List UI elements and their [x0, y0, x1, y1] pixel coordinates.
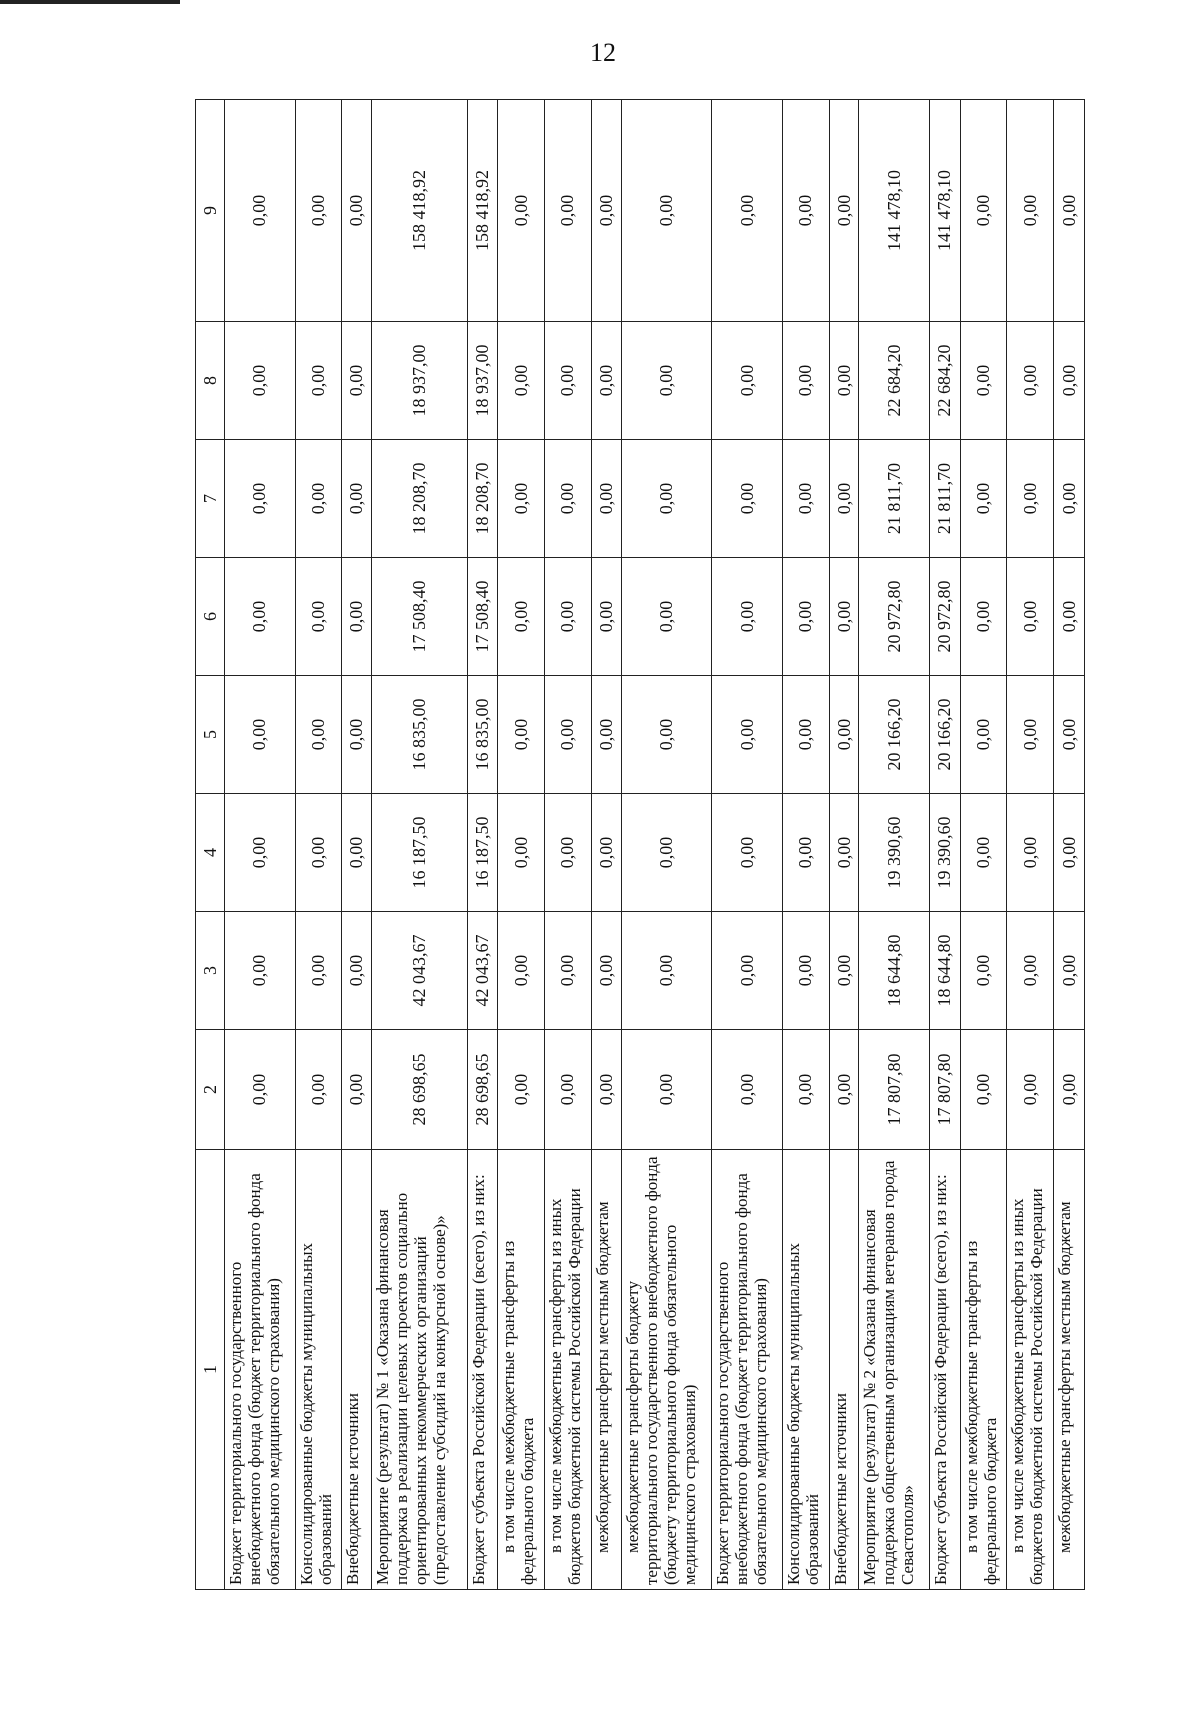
value-cell: 0,00	[622, 1030, 712, 1150]
table-row	[545, 100, 592, 1590]
rotated-table-container	[195, 100, 1085, 1590]
table-row	[1007, 100, 1054, 1590]
value-cell: 0,00	[498, 676, 545, 794]
row-label: в том числе межбюджетные трансферты из иных бюджетов бюджетной системы Российской Федерации	[545, 1150, 592, 1590]
value-cell: 22 684,20	[859, 322, 930, 440]
column-number: 9	[196, 100, 225, 322]
table-body	[225, 100, 1085, 1590]
value-cell: 0,00	[342, 558, 372, 676]
value-cell: 18 208,70	[371, 440, 467, 558]
value-cell: 16 187,50	[467, 794, 498, 912]
value-cell: 0,00	[829, 676, 859, 794]
value-cell: 17 807,80	[929, 1030, 960, 1150]
value-cell: 0,00	[960, 100, 1007, 322]
value-cell: 0,00	[712, 440, 783, 558]
value-cell: 0,00	[1007, 912, 1054, 1030]
value-cell: 0,00	[545, 100, 592, 322]
value-cell: 0,00	[1007, 1030, 1054, 1150]
value-cell: 0,00	[591, 1030, 622, 1150]
value-cell: 0,00	[783, 322, 830, 440]
value-cell: 0,00	[1054, 440, 1085, 558]
value-cell: 16 835,00	[467, 676, 498, 794]
value-cell: 0,00	[622, 100, 712, 322]
value-cell: 18 937,00	[371, 322, 467, 440]
value-cell: 21 811,70	[859, 440, 930, 558]
value-cell: 0,00	[295, 912, 342, 1030]
value-cell: 0,00	[591, 558, 622, 676]
value-cell: 18 208,70	[467, 440, 498, 558]
row-label: Мероприятие (результат) № 2 «Оказана финансовая поддержка общественным организациям ветеранов города Севастополя»	[859, 1150, 930, 1590]
value-cell: 0,00	[960, 912, 1007, 1030]
value-cell: 0,00	[829, 322, 859, 440]
value-cell: 0,00	[295, 100, 342, 322]
table-row	[371, 100, 467, 1590]
row-label: Бюджет территориального государственного внебюджетного фонда (бюджет территориального фонда обязательного медицинского страхования)	[225, 1150, 296, 1590]
value-cell: 17 807,80	[859, 1030, 930, 1150]
value-cell: 16 187,50	[371, 794, 467, 912]
value-cell: 0,00	[622, 558, 712, 676]
value-cell: 0,00	[783, 558, 830, 676]
value-cell: 0,00	[342, 440, 372, 558]
column-number-row	[196, 100, 225, 1590]
value-cell: 0,00	[783, 912, 830, 1030]
value-cell: 0,00	[1054, 676, 1085, 794]
value-cell: 0,00	[295, 322, 342, 440]
value-cell: 0,00	[829, 440, 859, 558]
value-cell: 0,00	[591, 676, 622, 794]
value-cell: 0,00	[342, 322, 372, 440]
value-cell: 0,00	[545, 322, 592, 440]
value-cell: 0,00	[545, 1030, 592, 1150]
value-cell: 0,00	[498, 1030, 545, 1150]
row-label: в том числе межбюджетные трансферты из федерального бюджета	[498, 1150, 545, 1590]
value-cell: 0,00	[225, 558, 296, 676]
value-cell: 0,00	[1007, 558, 1054, 676]
value-cell: 0,00	[783, 794, 830, 912]
value-cell: 0,00	[342, 1030, 372, 1150]
value-cell: 0,00	[591, 912, 622, 1030]
row-label: межбюджетные трансферты местным бюджетам	[1054, 1150, 1085, 1590]
value-cell: 0,00	[622, 912, 712, 1030]
value-cell: 0,00	[1007, 322, 1054, 440]
value-cell: 22 684,20	[929, 322, 960, 440]
value-cell: 0,00	[783, 440, 830, 558]
value-cell: 0,00	[960, 676, 1007, 794]
scan-edge-mark	[0, 0, 180, 4]
value-cell: 0,00	[622, 676, 712, 794]
table-row	[859, 100, 930, 1590]
value-cell: 0,00	[225, 440, 296, 558]
value-cell: 0,00	[225, 794, 296, 912]
value-cell: 21 811,70	[929, 440, 960, 558]
value-cell: 0,00	[712, 912, 783, 1030]
value-cell: 158 418,92	[467, 100, 498, 322]
value-cell: 0,00	[342, 912, 372, 1030]
column-number: 7	[196, 440, 225, 558]
value-cell: 0,00	[295, 676, 342, 794]
column-number: 3	[196, 912, 225, 1030]
value-cell: 0,00	[498, 794, 545, 912]
value-cell: 0,00	[960, 794, 1007, 912]
value-cell: 0,00	[498, 912, 545, 1030]
value-cell: 0,00	[545, 794, 592, 912]
value-cell: 0,00	[829, 794, 859, 912]
value-cell: 0,00	[498, 558, 545, 676]
value-cell: 0,00	[829, 100, 859, 322]
value-cell: 0,00	[591, 794, 622, 912]
value-cell: 20 166,20	[929, 676, 960, 794]
table-row	[591, 100, 622, 1590]
row-label: в том числе межбюджетные трансферты из федерального бюджета	[960, 1150, 1007, 1590]
column-number: 8	[196, 322, 225, 440]
table-row	[622, 100, 712, 1590]
value-cell: 0,00	[712, 676, 783, 794]
value-cell: 0,00	[712, 794, 783, 912]
value-cell: 0,00	[829, 1030, 859, 1150]
table-row	[712, 100, 783, 1590]
table-row	[498, 100, 545, 1590]
value-cell: 0,00	[591, 100, 622, 322]
value-cell: 0,00	[498, 440, 545, 558]
value-cell: 42 043,67	[467, 912, 498, 1030]
table-row	[225, 100, 296, 1590]
value-cell: 0,00	[712, 100, 783, 322]
value-cell: 28 698,65	[467, 1030, 498, 1150]
value-cell: 0,00	[295, 558, 342, 676]
column-number: 4	[196, 794, 225, 912]
table-row	[295, 100, 342, 1590]
value-cell: 0,00	[295, 1030, 342, 1150]
budget-table	[195, 99, 1085, 1590]
value-cell: 0,00	[783, 1030, 830, 1150]
value-cell: 0,00	[712, 1030, 783, 1150]
value-cell: 18 644,80	[929, 912, 960, 1030]
row-label: Консолидированные бюджеты муниципальных образований	[783, 1150, 830, 1590]
row-label: межбюджетные трансферты местным бюджетам	[591, 1150, 622, 1590]
row-label: Внебюджетные источники	[829, 1150, 859, 1590]
value-cell: 0,00	[960, 1030, 1007, 1150]
value-cell: 20 972,80	[929, 558, 960, 676]
value-cell: 0,00	[1054, 1030, 1085, 1150]
value-cell: 16 835,00	[371, 676, 467, 794]
table-row	[783, 100, 830, 1590]
column-number: 2	[196, 1030, 225, 1150]
value-cell: 0,00	[622, 322, 712, 440]
table-row	[960, 100, 1007, 1590]
value-cell: 0,00	[1007, 440, 1054, 558]
value-cell: 0,00	[783, 100, 830, 322]
value-cell: 0,00	[622, 794, 712, 912]
column-number: 1	[196, 1150, 225, 1590]
value-cell: 0,00	[960, 558, 1007, 676]
table-row	[929, 100, 960, 1590]
value-cell: 0,00	[1007, 794, 1054, 912]
value-cell: 0,00	[1054, 794, 1085, 912]
value-cell: 18 644,80	[859, 912, 930, 1030]
row-label: межбюджетные трансферты бюджету территориального государственного внебюджетного фонда (бюджету территориального фонда обязательного медицинского страхования)	[622, 1150, 712, 1590]
value-cell: 0,00	[1054, 912, 1085, 1030]
row-label: Мероприятие (результат) № 1 «Оказана финансовая поддержка в реализации целевых проектов социально ориентированных некоммерческих организаций (предоставление субсидий на конкурсной основе)»	[371, 1150, 467, 1590]
value-cell: 0,00	[712, 322, 783, 440]
value-cell: 141 478,10	[859, 100, 930, 322]
value-cell: 0,00	[295, 794, 342, 912]
value-cell: 0,00	[1054, 322, 1085, 440]
table-row	[467, 100, 498, 1590]
value-cell: 0,00	[545, 558, 592, 676]
value-cell: 158 418,92	[371, 100, 467, 322]
value-cell: 0,00	[622, 440, 712, 558]
value-cell: 0,00	[1054, 100, 1085, 322]
value-cell: 0,00	[960, 440, 1007, 558]
value-cell: 0,00	[591, 440, 622, 558]
value-cell: 0,00	[1007, 676, 1054, 794]
value-cell: 0,00	[225, 912, 296, 1030]
row-label: Бюджет субъекта Российской Федерации (всего), из них:	[467, 1150, 498, 1590]
table-row	[342, 100, 372, 1590]
value-cell: 17 508,40	[467, 558, 498, 676]
value-cell: 0,00	[545, 912, 592, 1030]
value-cell: 19 390,60	[859, 794, 930, 912]
value-cell: 0,00	[783, 676, 830, 794]
value-cell: 0,00	[1007, 100, 1054, 322]
value-cell: 0,00	[498, 322, 545, 440]
value-cell: 141 478,10	[929, 100, 960, 322]
value-cell: 0,00	[712, 558, 783, 676]
value-cell: 17 508,40	[371, 558, 467, 676]
table-row	[1054, 100, 1085, 1590]
row-label: Бюджет территориального государственного внебюджетного фонда (бюджет территориального фонда обязательного медицинского страхования)	[712, 1150, 783, 1590]
value-cell: 42 043,67	[371, 912, 467, 1030]
value-cell: 0,00	[225, 322, 296, 440]
value-cell: 0,00	[342, 794, 372, 912]
value-cell: 20 166,20	[859, 676, 930, 794]
value-cell: 0,00	[545, 676, 592, 794]
page-number: 12	[590, 38, 616, 67]
value-cell: 0,00	[498, 100, 545, 322]
column-number: 5	[196, 676, 225, 794]
value-cell: 0,00	[545, 440, 592, 558]
value-cell: 0,00	[829, 912, 859, 1030]
value-cell: 0,00	[960, 322, 1007, 440]
value-cell: 0,00	[342, 676, 372, 794]
value-cell: 0,00	[829, 558, 859, 676]
value-cell: 0,00	[295, 440, 342, 558]
row-label: Консолидированные бюджеты муниципальных образований	[295, 1150, 342, 1590]
row-label: в том числе межбюджетные трансферты из иных бюджетов бюджетной системы Российской Федерации	[1007, 1150, 1054, 1590]
value-cell: 28 698,65	[371, 1030, 467, 1150]
value-cell: 0,00	[225, 1030, 296, 1150]
table-row	[829, 100, 859, 1590]
value-cell: 19 390,60	[929, 794, 960, 912]
row-label: Внебюджетные источники	[342, 1150, 372, 1590]
value-cell: 0,00	[1054, 558, 1085, 676]
row-label: Бюджет субъекта Российской Федерации (всего), из них:	[929, 1150, 960, 1590]
value-cell: 18 937,00	[467, 322, 498, 440]
value-cell: 0,00	[342, 100, 372, 322]
value-cell: 0,00	[225, 100, 296, 322]
column-number: 6	[196, 558, 225, 676]
value-cell: 0,00	[225, 676, 296, 794]
value-cell: 0,00	[591, 322, 622, 440]
value-cell: 20 972,80	[859, 558, 930, 676]
